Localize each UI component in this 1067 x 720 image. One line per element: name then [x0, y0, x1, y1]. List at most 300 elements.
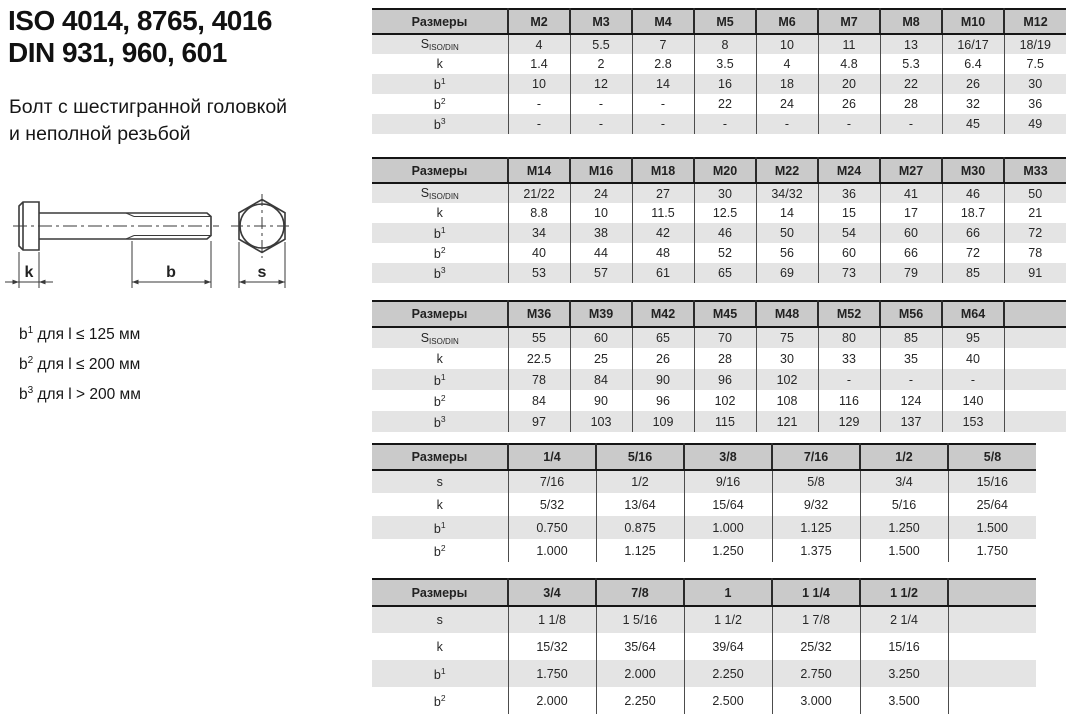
value-cell: 44	[570, 243, 632, 263]
table-row	[372, 470, 1036, 493]
value-cell: 2 1/4	[860, 606, 948, 633]
value-cell: -	[880, 114, 942, 134]
value-cell: 153	[942, 411, 1004, 432]
table-row	[372, 687, 1036, 714]
row-label	[372, 94, 508, 114]
value-cell: 109	[632, 411, 694, 432]
value-cell: 60	[570, 327, 632, 348]
value-cell: 30	[756, 348, 818, 369]
value-cell: 41	[880, 183, 942, 203]
value-cell: 3.500	[860, 687, 948, 714]
value-cell: 46	[694, 223, 756, 243]
dimension-table-2	[372, 157, 1066, 283]
value-cell: 3.5	[694, 54, 756, 74]
value-cell: 60	[818, 243, 880, 263]
row-label	[372, 54, 508, 74]
value-cell: 115	[694, 411, 756, 432]
value-cell: 7/16	[508, 470, 596, 493]
size-column-header: 1 1/4	[772, 579, 860, 606]
value-cell: 102	[694, 390, 756, 411]
table-row	[372, 539, 1036, 562]
row-label	[372, 369, 508, 390]
dim-label-b: b	[166, 264, 176, 281]
size-column-header: M3	[570, 9, 632, 34]
value-cell: -	[508, 114, 570, 134]
value-cell: 54	[818, 223, 880, 243]
footnotes	[19, 318, 141, 408]
value-cell: 28	[880, 94, 942, 114]
title-din: DIN 931, 960, 601	[8, 37, 227, 68]
value-cell: 14	[756, 203, 818, 223]
value-cell: 121	[756, 411, 818, 432]
value-cell: 28	[694, 348, 756, 369]
value-cell: -	[694, 114, 756, 134]
value-cell: 48	[632, 243, 694, 263]
size-column-header: M8	[880, 9, 942, 34]
value-cell: 16	[694, 74, 756, 94]
value-cell: -	[756, 114, 818, 134]
value-cell: -	[632, 114, 694, 134]
header-row	[372, 9, 1066, 34]
value-cell: 7	[632, 34, 694, 54]
size-column-header: M30	[942, 158, 1004, 183]
value-cell: 13	[880, 34, 942, 54]
header-row	[372, 444, 1036, 470]
value-cell: 2.250	[684, 660, 772, 687]
dimension-table-5	[372, 578, 1036, 714]
table-row	[372, 114, 1066, 134]
value-cell: 65	[694, 263, 756, 283]
size-column-header: M45	[694, 301, 756, 327]
size-column-header: M56	[880, 301, 942, 327]
bolt-diagram	[0, 185, 320, 330]
table-row	[372, 94, 1066, 114]
value-cell: 72	[1004, 223, 1066, 243]
size-column-header: M16	[570, 158, 632, 183]
value-cell: -	[818, 369, 880, 390]
value-cell: 16/17	[942, 34, 1004, 54]
table-row	[372, 183, 1066, 203]
value-cell: 108	[756, 390, 818, 411]
value-cell: 65	[632, 327, 694, 348]
value-cell: 1.000	[508, 539, 596, 562]
size-column-header: M24	[818, 158, 880, 183]
value-cell: 11	[818, 34, 880, 54]
table-row	[372, 54, 1066, 74]
value-cell: 40	[508, 243, 570, 263]
table-row	[372, 327, 1066, 348]
dimension-symbol: $b^1$	[433, 371, 446, 388]
value-cell: 15/64	[684, 493, 772, 516]
dimension-table-3	[372, 300, 1066, 432]
value-cell: 1.000	[684, 516, 772, 539]
value-cell: 116	[818, 390, 880, 411]
value-cell: 90	[632, 369, 694, 390]
dimension-symbol: $b^1$	[433, 519, 446, 536]
value-cell: 22.5	[508, 348, 570, 369]
value-cell: 85	[880, 327, 942, 348]
value-cell: 6.4	[942, 54, 1004, 74]
value-cell: 57	[570, 263, 632, 283]
size-column-header: 1	[684, 579, 772, 606]
size-column-header: M10	[942, 9, 1004, 34]
sizes-header: Размеры	[372, 301, 508, 327]
value-cell: 129	[818, 411, 880, 432]
size-column-header: M4	[632, 9, 694, 34]
value-cell: 85	[942, 263, 1004, 283]
dimension-symbol: k	[436, 351, 443, 366]
value-cell: 102	[756, 369, 818, 390]
row-label	[372, 34, 508, 54]
value-cell: 140	[942, 390, 1004, 411]
header-row	[372, 579, 1036, 606]
value-cell: 21	[1004, 203, 1066, 223]
value-cell: 75	[756, 327, 818, 348]
dimension-symbol: $b^1$	[433, 665, 446, 682]
size-column-header: M33	[1004, 158, 1066, 183]
size-column-header: 1/2	[860, 444, 948, 470]
value-cell: 2.750	[772, 660, 860, 687]
value-cell: 26	[632, 348, 694, 369]
value-cell: 53	[508, 263, 570, 283]
value-cell	[1004, 369, 1066, 390]
size-column-header: 5/8	[948, 444, 1036, 470]
value-cell	[948, 606, 1036, 633]
value-cell: 0.875	[596, 516, 684, 539]
value-cell: 34	[508, 223, 570, 243]
value-cell: 25/32	[772, 633, 860, 660]
dimension-symbol: $S_{ISO/DIN}$	[420, 37, 459, 52]
dimension-symbol: $b^3$	[19, 385, 34, 404]
value-cell: 30	[694, 183, 756, 203]
value-cell: 14	[632, 74, 694, 94]
value-cell: 2.000	[596, 660, 684, 687]
value-cell: 4	[756, 54, 818, 74]
value-cell: 1.500	[860, 539, 948, 562]
value-cell: 15/32	[508, 633, 596, 660]
value-cell: 79	[880, 263, 942, 283]
value-cell: 1.250	[684, 539, 772, 562]
value-cell: 2.250	[596, 687, 684, 714]
value-cell: -	[570, 94, 632, 114]
row-label	[372, 470, 508, 493]
value-cell: 25	[570, 348, 632, 369]
value-cell: 15/16	[948, 470, 1036, 493]
value-cell: 26	[942, 74, 1004, 94]
value-cell: -	[880, 369, 942, 390]
value-cell: 42	[632, 223, 694, 243]
header-row	[372, 301, 1066, 327]
value-cell: 66	[942, 223, 1004, 243]
value-cell: 73	[818, 263, 880, 283]
size-column-header: M64	[942, 301, 1004, 327]
value-cell: 9/16	[684, 470, 772, 493]
value-cell: 137	[880, 411, 942, 432]
value-cell	[948, 633, 1036, 660]
size-column-header: 5/16	[596, 444, 684, 470]
value-cell: 18.7	[942, 203, 1004, 223]
dim-label-s: s	[257, 264, 267, 281]
table-row	[372, 516, 1036, 539]
row-label	[372, 327, 508, 348]
value-cell: 78	[1004, 243, 1066, 263]
value-cell: 1.4	[508, 54, 570, 74]
value-cell: 12	[570, 74, 632, 94]
value-cell: 20	[818, 74, 880, 94]
dimension-symbol: $b^1$	[433, 75, 446, 93]
footnote: $b^3$ для l > 200 мм	[19, 385, 141, 404]
dimension-symbol: $b^2$	[433, 692, 446, 709]
value-cell: 32	[942, 94, 1004, 114]
dimension-symbol: $b^2$	[433, 244, 446, 262]
value-cell: 17	[880, 203, 942, 223]
description-line-2: и неполной резьбой	[9, 123, 191, 145]
table-row	[372, 263, 1066, 283]
row-label	[372, 203, 508, 223]
row-label	[372, 493, 508, 516]
value-cell: 0.750	[508, 516, 596, 539]
dimension-symbol: s	[436, 475, 443, 489]
size-column-header: M27	[880, 158, 942, 183]
value-cell: 3.000	[772, 687, 860, 714]
sizes-header: Размеры	[372, 158, 508, 183]
dim-label-k: k	[24, 264, 34, 281]
value-cell: 3/4	[860, 470, 948, 493]
value-cell: 8	[694, 34, 756, 54]
size-column-header: M7	[818, 9, 880, 34]
table-row	[372, 633, 1036, 660]
size-column-header: 7/8	[596, 579, 684, 606]
value-cell: 5.5	[570, 34, 632, 54]
footnote: $b^2$ для l ≤ 200 мм	[19, 355, 141, 374]
size-column-header: 1/4	[508, 444, 596, 470]
value-cell: 1.750	[508, 660, 596, 687]
value-cell: 21/22	[508, 183, 570, 203]
value-cell: 15	[818, 203, 880, 223]
table-row	[372, 348, 1066, 369]
value-cell: 35	[880, 348, 942, 369]
row-label	[372, 539, 508, 562]
value-cell	[948, 687, 1036, 714]
value-cell: 36	[1004, 94, 1066, 114]
value-cell: 60	[880, 223, 942, 243]
dimension-symbol: $b^1$	[19, 325, 34, 344]
value-cell	[1004, 390, 1066, 411]
value-cell: 1 1/8	[508, 606, 596, 633]
value-cell: -	[570, 114, 632, 134]
dimension-symbol: $b^3$	[433, 264, 446, 282]
value-cell: 66	[880, 243, 942, 263]
dimension-symbol: s	[436, 613, 443, 627]
value-cell: 30	[1004, 74, 1066, 94]
header-row	[372, 158, 1066, 183]
value-cell: 1.250	[860, 516, 948, 539]
sizes-header: Размеры	[372, 444, 508, 470]
value-cell: 25/64	[948, 493, 1036, 516]
row-label	[372, 114, 508, 134]
dimension-symbol: $b^1$	[433, 224, 446, 242]
dimension-symbol: k	[436, 206, 443, 220]
row-label	[372, 516, 508, 539]
value-cell: 12.5	[694, 203, 756, 223]
dimension-table-1	[372, 8, 1066, 134]
table-row	[372, 223, 1066, 243]
sizes-header: Размеры	[372, 579, 508, 606]
value-cell: 96	[694, 369, 756, 390]
value-cell: 13/64	[596, 493, 684, 516]
value-cell: 1.750	[948, 539, 1036, 562]
size-column-header: 1 1/2	[860, 579, 948, 606]
value-cell: 8.8	[508, 203, 570, 223]
size-column-header: M12	[1004, 9, 1066, 34]
size-column-header: M18	[632, 158, 694, 183]
table-row	[372, 34, 1066, 54]
size-column-header: M22	[756, 158, 818, 183]
row-label	[372, 243, 508, 263]
dimension-symbol: $b^3$	[433, 115, 446, 133]
value-cell: 69	[756, 263, 818, 283]
value-cell: 5.3	[880, 54, 942, 74]
table-row	[372, 74, 1066, 94]
table-row	[372, 203, 1066, 223]
value-cell: 10	[756, 34, 818, 54]
value-cell: 84	[570, 369, 632, 390]
sizes-header: Размеры	[372, 9, 508, 34]
value-cell: 50	[756, 223, 818, 243]
value-cell: 7.5	[1004, 54, 1066, 74]
value-cell: 27	[632, 183, 694, 203]
size-column-header: 7/16	[772, 444, 860, 470]
dimension-symbol: $b^2$	[433, 95, 446, 113]
value-cell: 24	[570, 183, 632, 203]
value-cell: 4	[508, 34, 570, 54]
value-cell: 70	[694, 327, 756, 348]
row-label	[372, 263, 508, 283]
value-cell: 61	[632, 263, 694, 283]
value-cell: 80	[818, 327, 880, 348]
row-label	[372, 633, 508, 660]
value-cell: 24	[756, 94, 818, 114]
row-label	[372, 687, 508, 714]
value-cell: 97	[508, 411, 570, 432]
value-cell: 50	[1004, 183, 1066, 203]
value-cell	[1004, 327, 1066, 348]
value-cell: 10	[570, 203, 632, 223]
size-column-header: 3/8	[684, 444, 772, 470]
row-label	[372, 223, 508, 243]
value-cell: 15/16	[860, 633, 948, 660]
value-cell: 90	[570, 390, 632, 411]
bolt-description	[9, 94, 287, 148]
row-label	[372, 411, 508, 432]
value-cell: 18/19	[1004, 34, 1066, 54]
value-cell: 1 7/8	[772, 606, 860, 633]
size-column-header: M36	[508, 301, 570, 327]
title-iso: ISO 4014, 8765, 4016	[8, 5, 272, 36]
table-row	[372, 243, 1066, 263]
size-column-header	[948, 579, 1036, 606]
value-cell: 1.500	[948, 516, 1036, 539]
table-row	[372, 411, 1066, 432]
value-cell: 39/64	[684, 633, 772, 660]
value-cell: 40	[942, 348, 1004, 369]
value-cell: 96	[632, 390, 694, 411]
size-column-header: M42	[632, 301, 694, 327]
table-row	[372, 660, 1036, 687]
dimension-symbol: $b^2$	[433, 542, 446, 559]
size-column-header: M14	[508, 158, 570, 183]
size-column-header: M48	[756, 301, 818, 327]
dimension-symbol: $b^3$	[433, 413, 446, 430]
row-label	[372, 390, 508, 411]
footnote: $b^1$ для l ≤ 125 мм	[19, 325, 141, 344]
value-cell: 35/64	[596, 633, 684, 660]
size-column-header: M52	[818, 301, 880, 327]
value-cell: 5/8	[772, 470, 860, 493]
value-cell: 4.8	[818, 54, 880, 74]
value-cell: 1.125	[772, 516, 860, 539]
value-cell: 36	[818, 183, 880, 203]
value-cell: 10	[508, 74, 570, 94]
size-column-header	[1004, 301, 1066, 327]
value-cell: 5/16	[860, 493, 948, 516]
value-cell: -	[632, 94, 694, 114]
value-cell: 72	[942, 243, 1004, 263]
size-column-header: M6	[756, 9, 818, 34]
dimension-symbol: $b^2$	[19, 355, 34, 374]
value-cell: 18	[756, 74, 818, 94]
value-cell: 33	[818, 348, 880, 369]
value-cell: -	[942, 369, 1004, 390]
value-cell: 1.375	[772, 539, 860, 562]
value-cell: 38	[570, 223, 632, 243]
row-label	[372, 606, 508, 633]
value-cell: 56	[756, 243, 818, 263]
value-cell: 46	[942, 183, 1004, 203]
value-cell	[1004, 411, 1066, 432]
row-label	[372, 660, 508, 687]
value-cell: 2	[570, 54, 632, 74]
value-cell: 9/32	[772, 493, 860, 516]
value-cell	[948, 660, 1036, 687]
value-cell: 1 5/16	[596, 606, 684, 633]
value-cell: 1/2	[596, 470, 684, 493]
value-cell: 3.250	[860, 660, 948, 687]
value-cell: 52	[694, 243, 756, 263]
value-cell: 2.000	[508, 687, 596, 714]
value-cell: 49	[1004, 114, 1066, 134]
value-cell: 78	[508, 369, 570, 390]
value-cell: 95	[942, 327, 1004, 348]
row-label	[372, 183, 508, 203]
size-column-header: M20	[694, 158, 756, 183]
dimension-symbol: $b^2$	[433, 392, 446, 409]
table-row	[372, 493, 1036, 516]
value-cell: 22	[880, 74, 942, 94]
value-cell: 1.125	[596, 539, 684, 562]
dimension-symbol: k	[436, 497, 443, 512]
value-cell: 22	[694, 94, 756, 114]
value-cell: 2.8	[632, 54, 694, 74]
dimension-symbol: $S_{ISO/DIN}$	[420, 330, 459, 346]
value-cell: 34/32	[756, 183, 818, 203]
value-cell: 84	[508, 390, 570, 411]
size-column-header: M5	[694, 9, 756, 34]
hex-end-view	[231, 194, 293, 258]
value-cell	[1004, 348, 1066, 369]
table-row	[372, 390, 1066, 411]
value-cell: 55	[508, 327, 570, 348]
